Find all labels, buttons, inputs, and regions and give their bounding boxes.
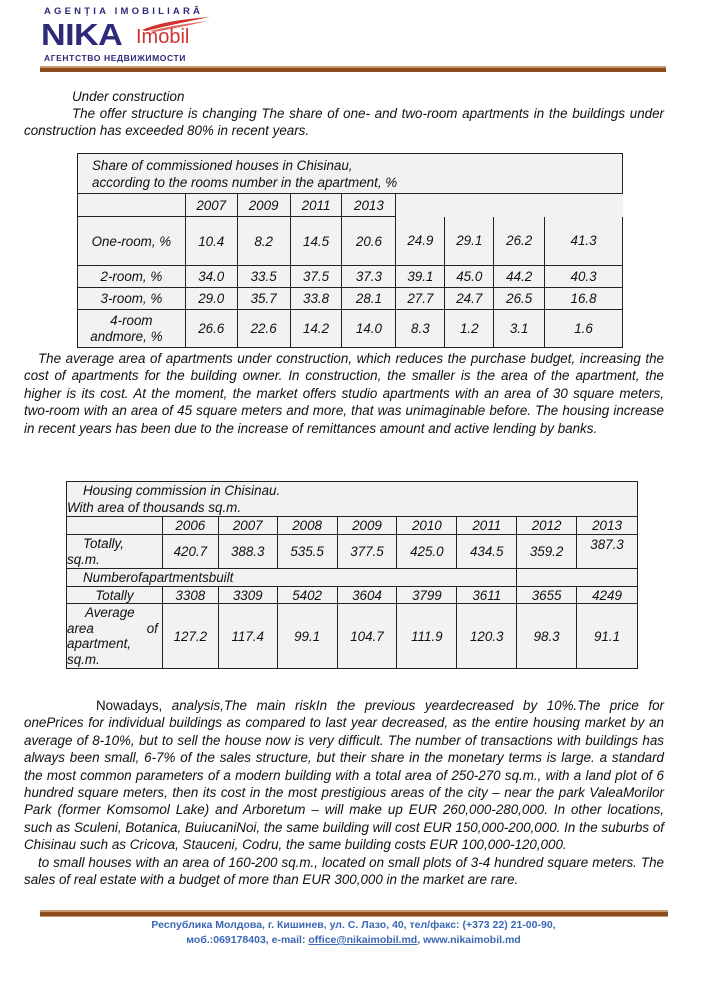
cell: 387.3 (577, 535, 638, 569)
table2-year: 2007 (218, 517, 277, 535)
table2-title-line2: With area of thousands sq.m. (67, 500, 242, 515)
cell: 3799 (397, 587, 457, 604)
row-label-line1: 4-room (110, 312, 153, 328)
cell: 33.8 (290, 288, 342, 310)
row-label-line4: sq.m. (67, 651, 100, 667)
cell: 117.4 (218, 604, 277, 669)
cell: 91.1 (577, 604, 638, 669)
row-label-line1: Average (85, 605, 135, 620)
cell: 14.0 (342, 310, 396, 348)
row-label: One-room, % (78, 217, 186, 266)
table-row (78, 288, 623, 310)
cell: 26.5 (494, 288, 545, 310)
footer-sep: , (417, 934, 424, 946)
table-row (78, 217, 623, 266)
cell: 3309 (218, 587, 277, 604)
row-label-line2b: of (146, 620, 158, 636)
row-label-line3: apartment, (67, 636, 132, 651)
cell: 16.8 (545, 288, 623, 310)
cell: 3604 (337, 587, 397, 604)
section-heading (72, 88, 472, 105)
cell: 22.6 (237, 310, 290, 348)
row-label (67, 604, 163, 669)
cell: 8.3 (396, 310, 445, 348)
cell: 40.3 (545, 266, 623, 288)
footer-line2 (0, 933, 707, 948)
logo-agency-ru: АГЕНТСТВО НЕДВИЖИМОСТИ (44, 53, 186, 63)
cell: 127.2 (162, 604, 218, 669)
cell: 39.1 (396, 266, 445, 288)
cell: 1.6 (545, 310, 623, 348)
cell: 434.5 (457, 535, 517, 569)
rooms-share-table (77, 153, 623, 348)
paragraph2-text: The average area of apartments under construction, which reduces the purchase budget, increasing the cost of apartments for the building owner. In construction, the smaller is the area of the apartment, the higher is its cost. At the moment, the market offers studio apartments with an area of 30 square meters, two-room with an area of 45 square meters and more, that was unimaginable before. The housing increase in recent years has been due to the increase of remittances amount and active lending by banks. (24, 351, 664, 436)
table1-year: 2007 (185, 194, 237, 217)
table1-year: 2011 (290, 194, 342, 217)
cell: 420.7 (162, 535, 218, 569)
table1-title (78, 154, 623, 194)
row-label: Totally (67, 587, 163, 604)
table2-corner (67, 517, 163, 535)
market-analysis-paragraph (24, 697, 664, 888)
cell: 14.5 (290, 217, 342, 266)
logo-agency-line: AGENȚIA IMOBILIARĂ (44, 6, 204, 17)
cell: 34.0 (185, 266, 237, 288)
row-label-line2a: area (67, 620, 94, 636)
cell: 28.1 (342, 288, 396, 310)
row-label-line1: Totally, (83, 535, 124, 551)
cell: 41.3 (545, 217, 623, 266)
table1-corner (78, 194, 186, 217)
cell: 3308 (162, 587, 218, 604)
cell: 45.0 (445, 266, 494, 288)
footer-divider (40, 910, 668, 917)
logo-brand-sub: Imobil (136, 26, 190, 48)
cell: 4249 (577, 587, 638, 604)
cell: 27.7 (396, 288, 445, 310)
average-area-paragraph (24, 350, 664, 437)
cell: 33.5 (237, 266, 290, 288)
table2-year: 2010 (397, 517, 457, 535)
cell: 26.6 (185, 310, 237, 348)
cell: 3611 (457, 587, 517, 604)
cell: 10.4 (185, 217, 237, 266)
cell: 3.1 (494, 310, 545, 348)
row-label-line2: sq.m. (67, 551, 100, 567)
cell: 29.1 (445, 217, 494, 266)
cell: 111.9 (397, 604, 457, 669)
table2-year: 2012 (517, 517, 577, 535)
footer-address (0, 918, 707, 948)
cell: 535.5 (277, 535, 337, 569)
cell: 98.3 (517, 604, 577, 669)
cell: 1.2 (445, 310, 494, 348)
table2-year: 2009 (337, 517, 397, 535)
email-link[interactable]: office@nikaimobil.md (308, 934, 418, 946)
cell: 14.2 (290, 310, 342, 348)
cell: 26.2 (494, 217, 545, 266)
intro-paragraph (24, 105, 664, 140)
table2-year: 2011 (457, 517, 517, 535)
cell: 24.7 (445, 288, 494, 310)
cell: 24.9 (396, 217, 445, 266)
table-row (67, 587, 638, 604)
cell: 29.0 (185, 288, 237, 310)
paragraph3-lead: Nowadays, (96, 698, 163, 713)
row-label: 2-room, % (78, 266, 186, 288)
cell: 120.3 (457, 604, 517, 669)
cell: 359.2 (517, 535, 577, 569)
row-label (67, 535, 163, 569)
paragraph3-text2: to small houses with an area of 160-200 sq.m., located on small plots of 3-4 hundred square meters. The sales of real estate with a budget of more than EUR 300,000 in the market are rare. (24, 854, 664, 888)
cell: 104.7 (337, 604, 397, 669)
table-row (67, 535, 638, 569)
cell: 425.0 (397, 535, 457, 569)
table2-title-line1: Housing commission in Chisinau. (83, 483, 281, 498)
row-label (78, 310, 186, 348)
cell: 99.1 (277, 604, 337, 669)
footer-line1: Республика Молдова, г. Кишинев, ул. С. Лазо, 40, тел/факс: (+373 22) 21-00-90, (151, 919, 556, 931)
cell: 377.5 (337, 535, 397, 569)
intro-text: The offer structure is changing The share of one- and two-room apartments in the buildings under construction has exceeded 80% in recent years. (24, 106, 664, 139)
housing-commission-table (66, 481, 638, 669)
cell: 5402 (277, 587, 337, 604)
cell: 44.2 (494, 266, 545, 288)
table2-year: 2006 (162, 517, 218, 535)
table1-title-line1: Share of commissioned houses in Chisinau, (92, 157, 353, 173)
heading-under-construction: Under construction (72, 89, 185, 104)
cell: 37.5 (290, 266, 342, 288)
table1-blank-header (396, 194, 623, 217)
cell: 3655 (517, 587, 577, 604)
cell: 37.3 (342, 266, 396, 288)
table2-year: 2013 (577, 517, 638, 535)
footer-phone: моб.:069178403, e-mail: (186, 934, 309, 946)
table-row (67, 604, 638, 669)
table-row (78, 310, 623, 348)
table-row (78, 266, 623, 288)
table1-year: 2013 (342, 194, 396, 217)
cell: 388.3 (218, 535, 277, 569)
cell: 20.6 (342, 217, 396, 266)
cell: 8.2 (237, 217, 290, 266)
table1-title-line2: according to the rooms number in the apartment, % (92, 174, 398, 190)
paragraph3-text: analysis,The main riskIn the previous yeardecreased by 10%.The price for onePrices for individual buildings as compared to last year decreased, as the entire housing market by an average of 8-10%, but to sell the house now is very difficult. The number of transactions with buildings has always been small, 6-7% of the sales structure, but their share in the monetary terms is large. a standard the most common parameters of a modern building with a total area of 250-270 sq.m., with a land plot of 6 hundred square meters, then its cost in the most prestigious areas of the city – near the park ValeaMorilor Park (former Komsomol Lake) and Arboretum – will make up EUR 260,000-280,000. In other locations, such as Sculeni, Botanica, BuiucaniNoi, the same building will cost EUR 150,000-200,000. In the suburbs of Chisinau such as Cricova, Stauceni, Codru, the same building costs EUR 100,000-120,000. (24, 698, 664, 853)
section-blank (517, 569, 638, 587)
row-label-line2: andmore, % (90, 328, 163, 344)
table2-title (67, 482, 638, 517)
section-label: Numberofapartmentsbuilt (67, 569, 517, 587)
table1-year: 2009 (237, 194, 290, 217)
row-label: 3-room, % (78, 288, 186, 310)
header-divider (40, 66, 666, 72)
cell: 35.7 (237, 288, 290, 310)
table2-year: 2008 (277, 517, 337, 535)
website-link[interactable]: www.nikaimobil.md (423, 934, 521, 946)
logo-brand-main: NIKA (41, 17, 123, 52)
